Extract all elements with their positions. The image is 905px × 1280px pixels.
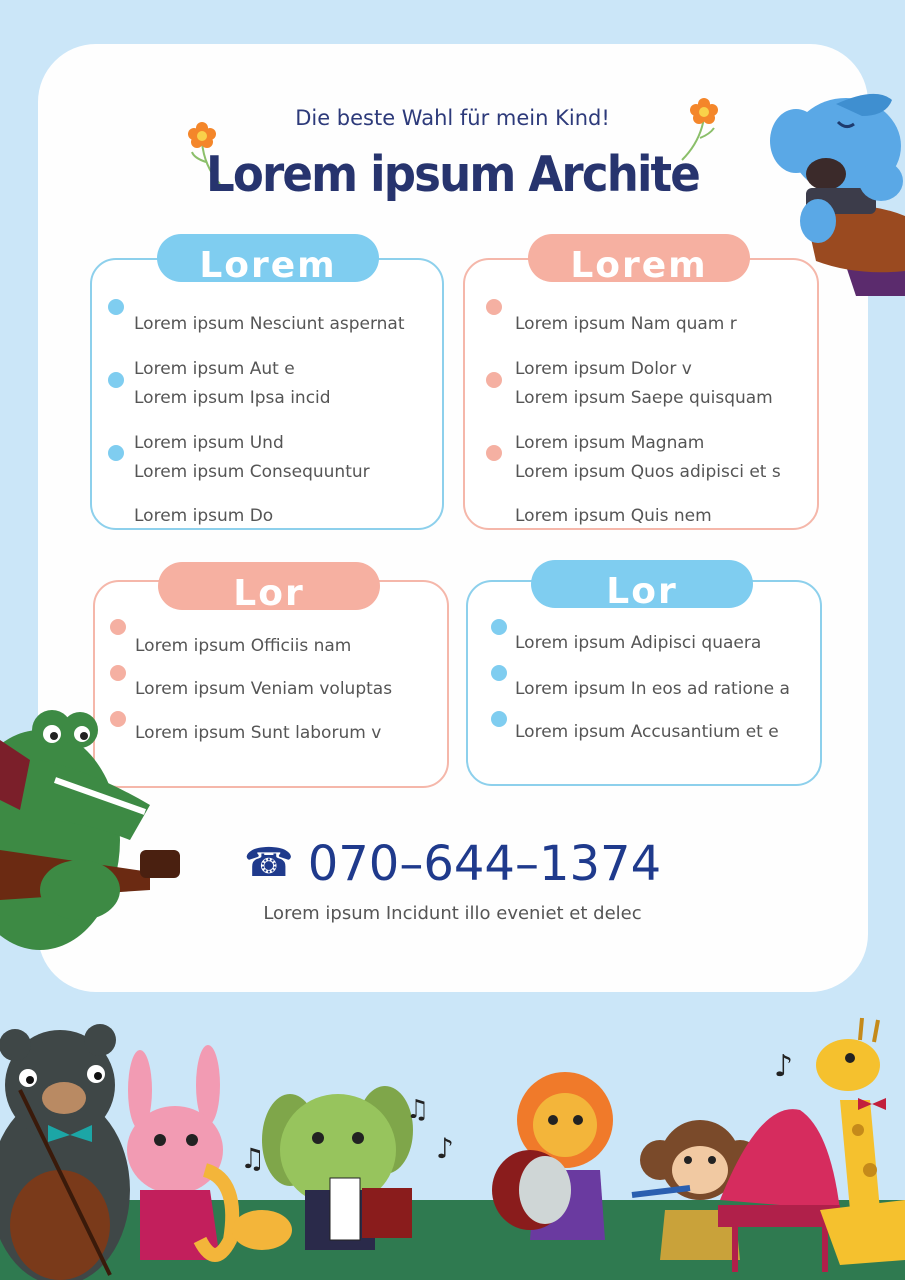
bullet-icon	[108, 299, 124, 315]
list-item: Lorem ipsum In eos ad ratione a	[515, 679, 790, 699]
bullet-icon	[486, 372, 502, 388]
list-item: Lorem ipsum Magnam	[515, 433, 705, 453]
dog-illustration	[766, 86, 905, 296]
bullet-icon	[108, 372, 124, 388]
list-item: Lorem ipsum Officiis nam	[135, 636, 352, 656]
list-item: Lorem ipsum Und	[134, 433, 284, 453]
box-1-label: Lorem	[157, 234, 379, 282]
bullet-icon	[486, 445, 502, 461]
box-3-label: Lor	[158, 562, 380, 610]
list-item: Lorem ipsum Do	[134, 506, 274, 526]
list-item: Lorem ipsum Sunt laborum v	[135, 723, 382, 743]
list-item: Lorem ipsum Veniam voluptas	[135, 679, 393, 699]
svg-text:♪: ♪	[436, 1132, 454, 1165]
svg-text:♫: ♫	[406, 1095, 430, 1125]
list-item: Lorem ipsum Aut e	[134, 359, 295, 379]
telephone-icon: ☎	[243, 840, 294, 886]
bullet-icon	[491, 711, 507, 727]
svg-text:♪: ♪	[774, 1049, 794, 1084]
list-item: Lorem ipsum Ipsa incid	[134, 388, 331, 408]
list-item: Lorem ipsum Accusantium et e	[515, 722, 779, 742]
bullet-icon	[110, 619, 126, 635]
box-2-label: Lorem	[528, 234, 750, 282]
bullet-icon	[491, 619, 507, 635]
svg-text:♫: ♫	[240, 1142, 266, 1175]
bullet-icon	[491, 665, 507, 681]
list-item: Lorem ipsum Dolor v	[515, 359, 692, 379]
box-4-label: Lor	[531, 560, 753, 608]
list-item: Lorem ipsum Nesciunt aspernat	[134, 314, 405, 334]
list-item: Lorem ipsum Nam quam r	[515, 314, 737, 334]
crocodile-illustration	[0, 700, 190, 960]
footer-note: Lorem ipsum Incidunt illo eveniet et delec	[263, 903, 642, 924]
page-title: Lorem ipsum Archite	[205, 146, 700, 203]
list-item: Lorem ipsum Adipisci quaera	[515, 633, 762, 653]
list-item: Lorem ipsum Quis nem	[515, 506, 712, 526]
bullet-icon	[486, 299, 502, 315]
animal-band-illustration	[0, 1010, 905, 1280]
list-item: Lorem ipsum Consequuntur	[134, 462, 370, 482]
bullet-icon	[108, 445, 124, 461]
list-item: Lorem ipsum Saepe quisquam	[515, 388, 773, 408]
subtitle: Die beste Wahl für mein Kind!	[295, 106, 610, 130]
bullet-icon	[110, 665, 126, 681]
list-item: Lorem ipsum Quos adipisci et s	[515, 462, 781, 482]
phone-number-text: 070–644–1374	[307, 836, 662, 892]
